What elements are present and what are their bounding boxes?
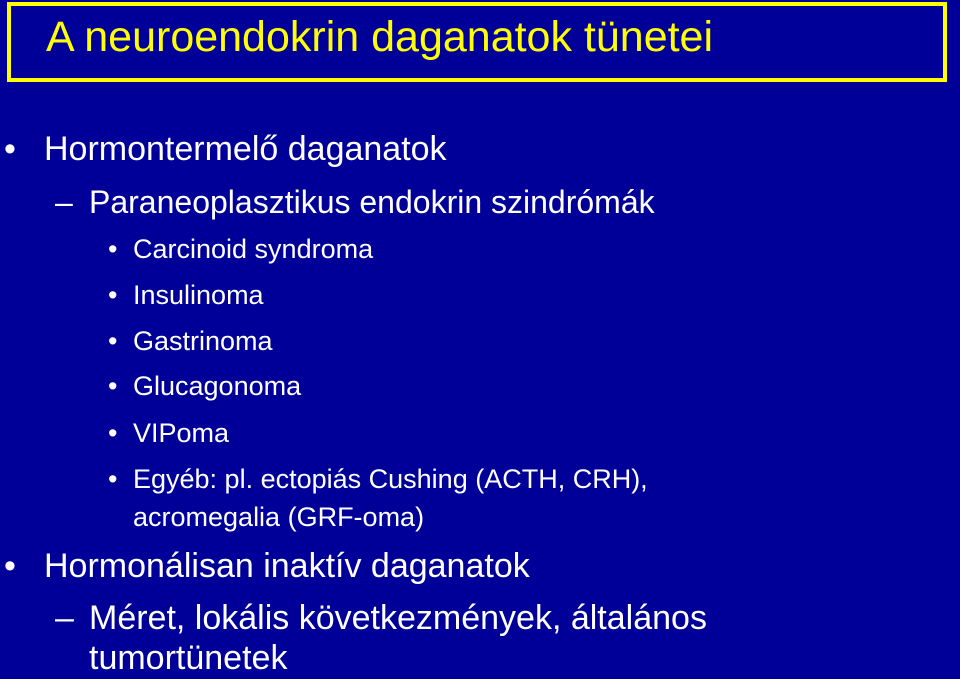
dash-marker: –	[55, 184, 73, 220]
item-carcinoid: Carcinoid syndroma	[133, 234, 374, 264]
bullet-marker: •	[108, 464, 118, 494]
bullet-marker: •	[108, 371, 118, 401]
item-vipoma: VIPoma	[133, 418, 230, 448]
item-gastrinoma: Gastrinoma	[133, 326, 273, 356]
slide-title: A neuroendokrin daganatok tünetei	[46, 13, 714, 61]
item-meret: Méret, lokális következmények, általános	[89, 599, 707, 637]
bullet-marker: •	[108, 234, 118, 264]
bullet-marker: •	[4, 547, 16, 585]
item-egyeb-continued: acromegalia (GRF-oma)	[133, 502, 425, 532]
item-paraneoplasztikus: Paraneoplasztikus endokrin szindrómák	[89, 184, 655, 220]
bullet-marker: •	[108, 280, 118, 310]
item-insulinoma: Insulinoma	[133, 280, 264, 310]
item-meret-continued: tumortünetek	[89, 639, 288, 677]
bullet-marker: •	[108, 326, 118, 356]
item-glucagonoma: Glucagonoma	[133, 371, 302, 401]
bullet-marker: •	[108, 418, 118, 448]
dash-marker: –	[55, 599, 74, 637]
bullet-marker: •	[4, 130, 16, 168]
item-egyeb: Egyéb: pl. ectopiás Cushing (ACTH, CRH),	[133, 464, 648, 494]
item-hormontermelo: Hormontermelő daganatok	[44, 130, 447, 168]
item-hormonalisan-inaktiv: Hormonálisan inaktív daganatok	[44, 547, 530, 585]
